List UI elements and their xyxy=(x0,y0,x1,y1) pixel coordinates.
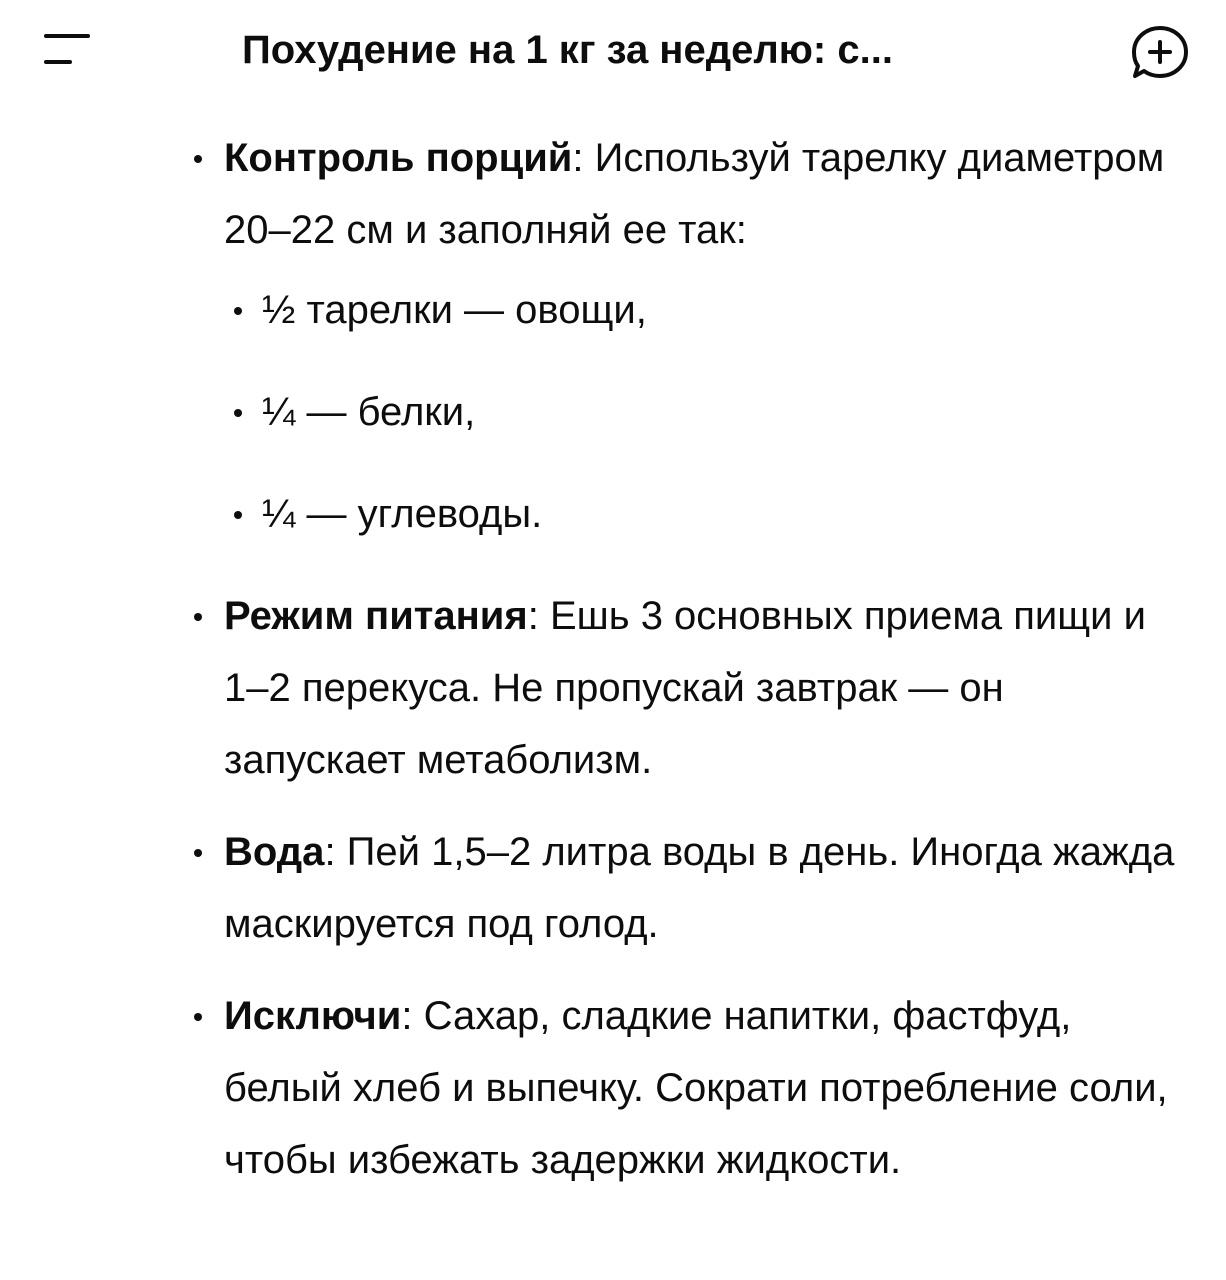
sub-list xyxy=(224,274,1196,550)
list-item-meal-schedule xyxy=(186,580,1196,796)
item-separator: : xyxy=(324,830,347,874)
item-text: Пей 1,5–2 литра воды в день. Иногда жажда маскируется под голод. xyxy=(224,830,1175,946)
item-text: Ешь 3 основных приема пищи и 1–2 перекуса. Не пропускай завтрак — он запускает метаболизм. xyxy=(224,594,1146,782)
message-content xyxy=(186,122,1196,1216)
sub-list-item: ¼ — углеводы. xyxy=(224,478,1196,550)
list-item-water xyxy=(186,816,1196,960)
new-chat-plus-icon xyxy=(1128,22,1192,82)
list-item-portion-control xyxy=(186,122,1196,550)
sub-list-item: ½ тарелки — овощи, xyxy=(224,274,1196,346)
item-label: Вода xyxy=(224,830,325,874)
item-label: Контроль порций xyxy=(224,136,573,180)
item-label: Исключи xyxy=(224,994,402,1038)
new-chat-button[interactable] xyxy=(1128,22,1192,82)
item-separator: : xyxy=(572,136,595,180)
list-item-exclude xyxy=(186,980,1196,1196)
item-text: Используй тарелку диаметром 20–22 см и заполняй ее так: xyxy=(224,136,1165,252)
bullet-list xyxy=(186,122,1196,1196)
menu-button[interactable] xyxy=(36,26,96,74)
item-text: Сахар, сладкие напитки, фастфуд, белый хлеб и выпечку. Сократи потребление соли, чтобы избежать задержки жидкости. xyxy=(224,994,1168,1182)
item-label: Режим питания xyxy=(224,594,528,638)
top-bar xyxy=(0,0,1226,100)
sub-list-item: ¼ — белки, xyxy=(224,376,1196,448)
chat-title[interactable]: Похудение на 1 кг за неделю: с... xyxy=(242,28,893,72)
item-separator: : xyxy=(401,994,424,1038)
menu-icon xyxy=(36,26,96,74)
item-separator: : xyxy=(527,594,550,638)
